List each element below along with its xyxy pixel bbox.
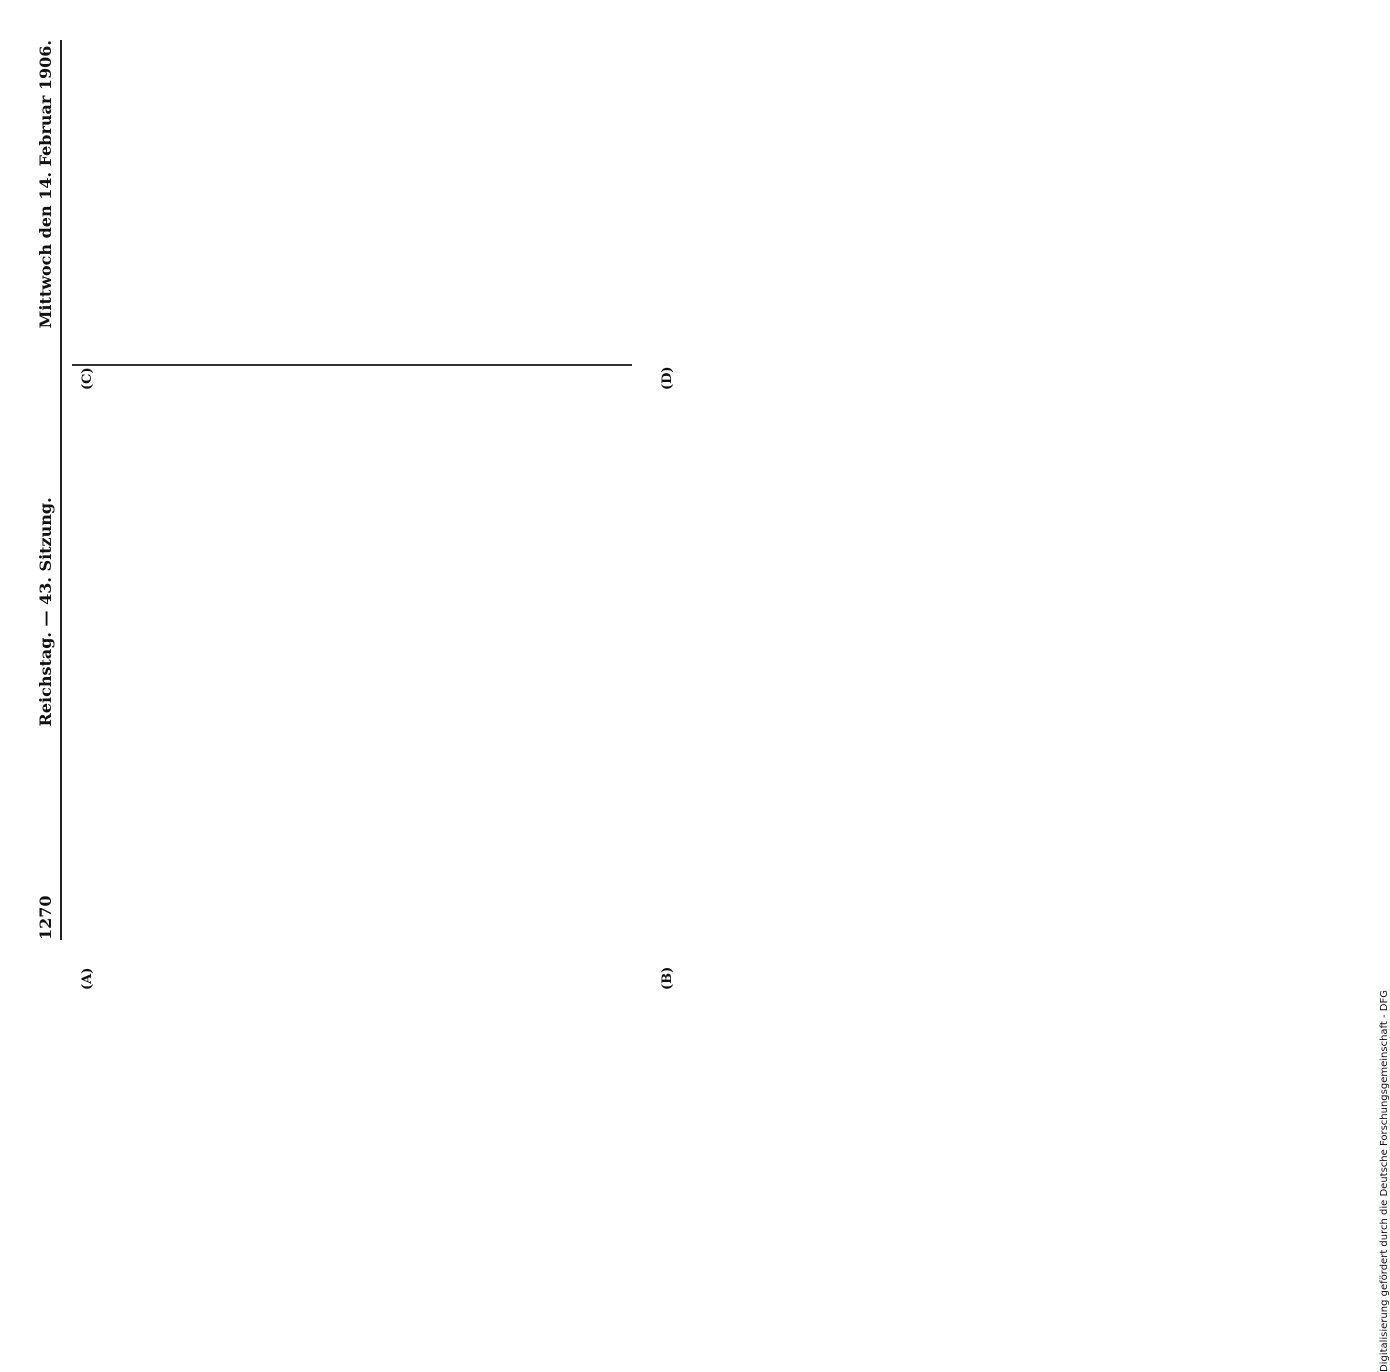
right-column — [70, 0, 630, 340]
margin-marker-d: (D) — [660, 366, 675, 390]
digitization-credit: Digitalisierung gefördert durch die Deutsche Forschungsgemeinschaft - DFG — [1379, 990, 1390, 1372]
left-column — [70, 380, 630, 940]
header-date: Mittwoch den 14. Februar 1906. — [35, 40, 55, 329]
column-divider — [72, 364, 632, 366]
page-header — [30, 40, 62, 940]
header-center: Reichstag. — 43. Sitzung. — [35, 497, 55, 727]
margin-marker-b: (B) — [660, 966, 675, 990]
page-number: 1270 — [35, 895, 55, 940]
margin-marker-c: (C) — [80, 367, 95, 390]
margin-marker-a: (A) — [80, 967, 95, 990]
